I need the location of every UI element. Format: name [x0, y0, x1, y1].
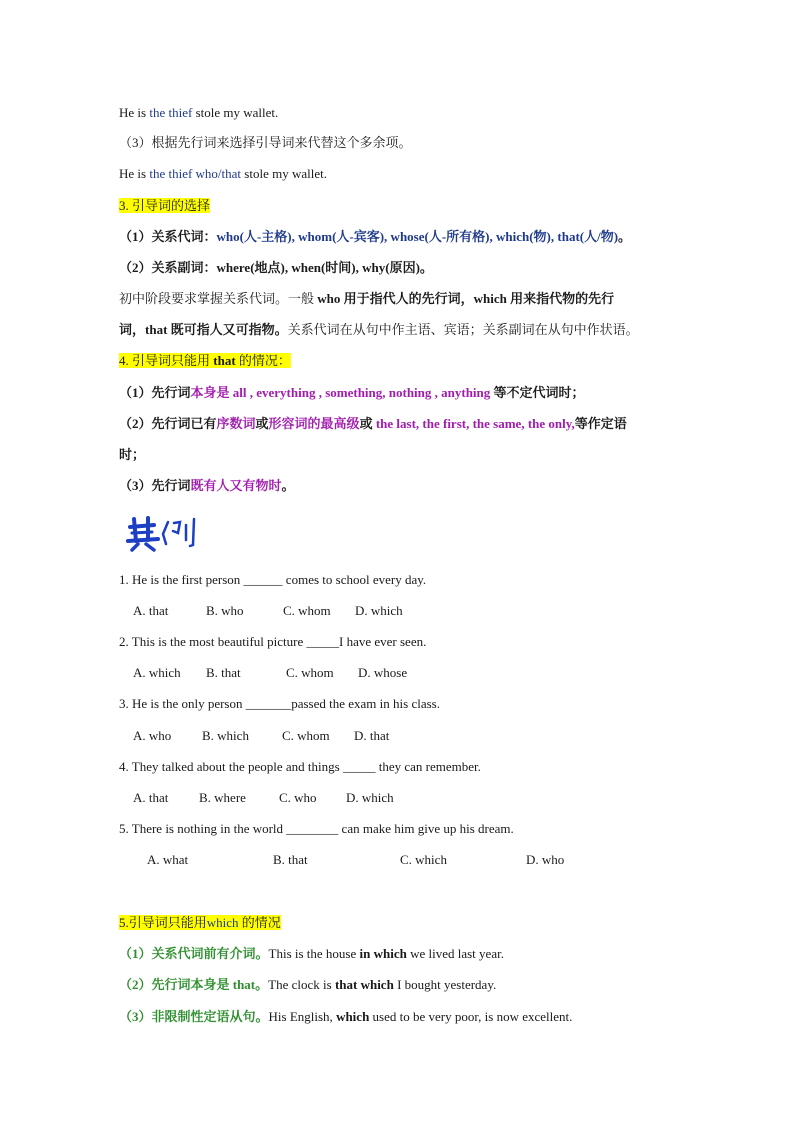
- q1-option-c[interactable]: C. whom: [283, 603, 331, 618]
- example-line-1: [119, 104, 278, 122]
- that-rule-3: [119, 477, 295, 495]
- text-bold: that: [145, 322, 171, 337]
- text: He is: [119, 105, 150, 120]
- text: 。: [281, 478, 295, 493]
- text-highlight: the thief who/that: [149, 166, 242, 181]
- text: This is the house: [268, 946, 360, 961]
- q1-option-b[interactable]: B. who: [206, 603, 244, 618]
- text-highlight: 本身是 all , everything , something, nothing , anything: [190, 385, 491, 400]
- text: His English,: [268, 1009, 337, 1024]
- text: I bought yesterday.: [393, 977, 497, 992]
- text: 初中阶段要求掌握关系代词。一般: [119, 291, 315, 306]
- q5-option-b[interactable]: B. that: [273, 852, 308, 867]
- q5-option-a[interactable]: A. what: [147, 852, 189, 867]
- text: （3）先行词: [119, 478, 191, 493]
- label: （2）先行词本身是 that。: [119, 977, 269, 992]
- q5-option-c[interactable]: C. which: [400, 852, 447, 867]
- q3-option-a[interactable]: A. who: [133, 728, 172, 743]
- label: （3）非限制性定语从句。: [119, 1009, 269, 1024]
- text: 4. 引导词只能用: [119, 353, 214, 368]
- text: stole my wallet.: [241, 166, 327, 181]
- that-rule-2-continued: 时；: [119, 447, 146, 462]
- explanation-line-1: [119, 290, 614, 308]
- text-bold: which: [336, 1009, 370, 1024]
- value: who(人-主格), whom(人-宾客), whose(人-所有格), which(物), that(人/物): [216, 229, 619, 244]
- which-rule-3: [119, 1008, 572, 1026]
- text-bold: 既可指人又可指物。: [170, 322, 288, 337]
- that-rule-1: [119, 384, 585, 402]
- text-highlight: the last, the first, the same, the only,: [375, 416, 575, 431]
- text-bold: which: [473, 291, 511, 306]
- question-4: 4. They talked about the people and things _____ they can remember.: [119, 759, 481, 774]
- text: we lived last year.: [406, 946, 504, 961]
- question-2: 2. This is the most beautiful picture _____I have ever seen.: [119, 634, 427, 649]
- heading-text: [119, 353, 291, 368]
- text-bold: that: [213, 353, 236, 368]
- q4-option-a[interactable]: A. that: [133, 790, 169, 805]
- text: The clock is: [268, 977, 335, 992]
- text-bold: 用来指代物的先行: [510, 291, 615, 306]
- q4-option-d[interactable]: D. which: [346, 790, 394, 805]
- text-bold: 用于指代人的先行词，: [343, 291, 474, 306]
- text: 或: [359, 416, 376, 431]
- text: stole my wallet.: [192, 105, 279, 120]
- text: used to be very poor, is now excellent.: [369, 1009, 573, 1024]
- text: 等不定代词时；: [490, 385, 585, 400]
- text-highlight: which: [206, 915, 239, 930]
- text: 。: [618, 229, 632, 244]
- text-highlight: 形容词的最高级: [268, 416, 360, 431]
- text-highlight: 既有人又有物时: [190, 478, 282, 493]
- section-5-heading: [119, 914, 281, 932]
- text-bold: 词，: [119, 322, 146, 337]
- question-1: 1. He is the first person ______ comes to school every day.: [119, 572, 427, 587]
- q3-option-b[interactable]: B. which: [202, 728, 249, 743]
- q3-option-c[interactable]: C. whom: [282, 728, 330, 743]
- rule-3-line: （3）根据先行词来选择引导词来代替这个多余项。: [119, 135, 412, 150]
- text: 的情况: [238, 915, 281, 930]
- q3-option-d[interactable]: D. that: [354, 728, 390, 743]
- text: 5.引导词只能用: [119, 915, 207, 930]
- q1-option-d[interactable]: D. which: [355, 603, 403, 618]
- question-5: 5. There is nothing in the world ________ can make him give up his dream.: [119, 821, 514, 836]
- relative-adverbs-line: （2）关系副词：where(地点), when(时间), why(原因)。: [119, 260, 433, 275]
- that-rule-2: [119, 415, 627, 433]
- heading-text: [119, 915, 281, 930]
- q2-option-d[interactable]: D. whose: [358, 665, 408, 680]
- section-3-heading: [119, 197, 210, 215]
- example-line-2: [119, 165, 327, 183]
- q5-option-d[interactable]: D. who: [526, 852, 565, 867]
- text: 的情况：: [235, 353, 291, 368]
- which-rule-2: [119, 976, 496, 994]
- text: 等作定语: [574, 416, 627, 431]
- example-logo: [124, 513, 204, 560]
- text: （2）先行词已有: [119, 416, 217, 431]
- q2-option-a[interactable]: A. which: [133, 665, 181, 680]
- heading-text: 3. 引导词的选择: [119, 198, 211, 213]
- section-4-heading: [119, 352, 291, 370]
- label: （1）关系代词前有介词。: [119, 946, 269, 961]
- text-highlight: the thief: [149, 105, 193, 120]
- q2-option-b[interactable]: B. that: [206, 665, 241, 680]
- q4-option-c[interactable]: C. who: [279, 790, 317, 805]
- q1-option-a[interactable]: A. that: [133, 603, 169, 618]
- text-bold: who: [314, 291, 344, 306]
- text-bold: that which: [334, 977, 394, 992]
- q2-option-c[interactable]: C. whom: [286, 665, 334, 680]
- text-bold: in which: [359, 946, 407, 961]
- text: He is: [119, 166, 150, 181]
- text-highlight: 序数词: [216, 416, 256, 431]
- q4-option-b[interactable]: B. where: [199, 790, 246, 805]
- text: 或: [255, 416, 269, 431]
- relative-pronouns-line: [119, 228, 631, 246]
- example-logo-icon: [124, 513, 204, 555]
- text: （1）先行词: [119, 385, 191, 400]
- label: （1）关系代词：: [119, 229, 217, 244]
- which-rule-1: [119, 945, 504, 963]
- text: 关系代词在从句中作主语、宾语；关系副词在从句中作状语。: [287, 322, 639, 337]
- question-3: 3. He is the only person _______passed the exam in his class.: [119, 696, 440, 711]
- explanation-line-2: [119, 321, 639, 339]
